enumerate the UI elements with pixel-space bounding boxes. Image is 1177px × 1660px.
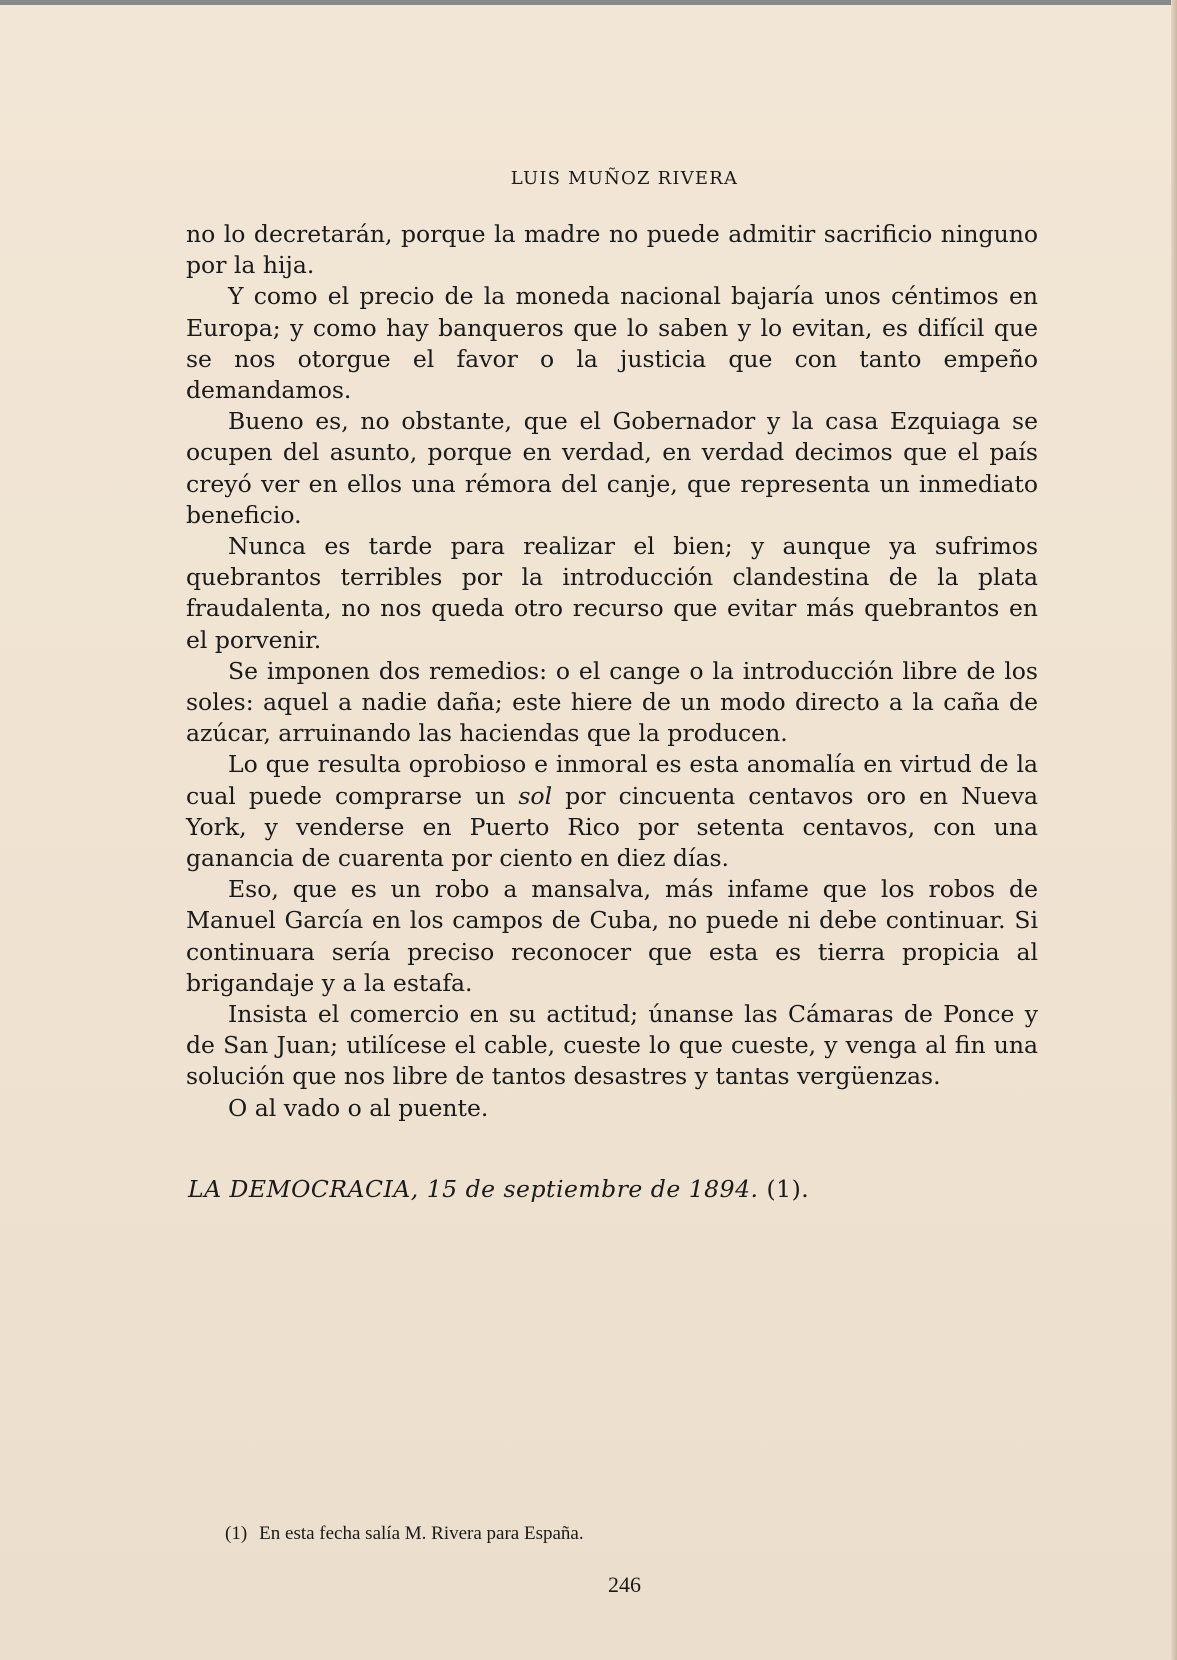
page-number: 246 — [608, 1572, 641, 1597]
paragraph-sol — [186, 749, 1038, 874]
paragraph-text: Lo que resulta oprobioso e inmoral es esta anomalía en virtud de la cual puede comprarse un — [186, 750, 1038, 810]
paragraph: Eso, que es un robo a mansalva, más infame que los robos de Manuel García en los campos de Cuba, no puede ni debe continuar. Si continuara sería preciso reconocer que esta es tierra propicia al brigandaje y a la estafa. — [186, 875, 1038, 997]
source-citation: LA DEMOCRACIA, 15 de septiembre de 1894. — [188, 1175, 759, 1203]
running-head: LUIS MUÑOZ RIVERA — [510, 168, 739, 189]
footnote-text: En esta fecha salía M. Rivera para España. — [259, 1523, 584, 1544]
paragraph-text: por cincuenta centavos oro en Nueva York, y venderse en Puerto Rico por setenta centavos, con una ganancia de cuarenta por ciento en diez días. — [186, 781, 1038, 873]
paragraph: Se imponen dos remedios: o el cange o la introducción libre de los soles: aquel a nadie daña; este hiere de un modo directo a la caña de azúcar, arruinando las haciendas que la producen. — [186, 656, 1038, 748]
paragraph: Bueno es, no obstante, que el Gobernador y la casa Ezquiaga se ocupen del asunto, porque en verdad, en verdad decimos que el país creyó ver en ellos una rémora del canje, que representa un inmediato beneficio. — [186, 407, 1038, 529]
page-top-edge — [0, 0, 1177, 5]
source-signature — [188, 1175, 809, 1203]
page-right-edge — [1171, 0, 1177, 1660]
footnote-reference: (1). — [766, 1175, 810, 1203]
paragraph: Insista el comercio en su actitud; únanse las Cámaras de Ponce y de San Juan; utilícese el cable, cueste lo que cueste, y venga al fin una solución que nos libre de tantos desastres y tantas vergüenzas. — [186, 1000, 1038, 1091]
footnote-mark: (1) — [225, 1523, 248, 1544]
paragraph: O al vado o al puente. — [228, 1093, 489, 1122]
footnote — [225, 1523, 584, 1545]
body-text — [186, 219, 1038, 1124]
paragraph: Y como el precio de la moneda nacional bajaría unos céntimos en Europa; y como hay banqueros que lo saben y lo evitan, es difícil que se nos otorgue el favor o la justicia que con tanto empeño demandamos. — [186, 282, 1038, 405]
italic-word: sol — [518, 781, 553, 810]
paragraph: no lo decretarán, porque la madre no puede admitir sacrificio ninguno por la hija. — [186, 220, 1038, 280]
paragraph: Nunca es tarde para realizar el bien; y aunque ya sufrimos quebrantos terribles por la introducción clandestina de la plata fraudalenta, no nos queda otro recurso que evitar más quebrantos en el porvenir. — [186, 532, 1038, 654]
